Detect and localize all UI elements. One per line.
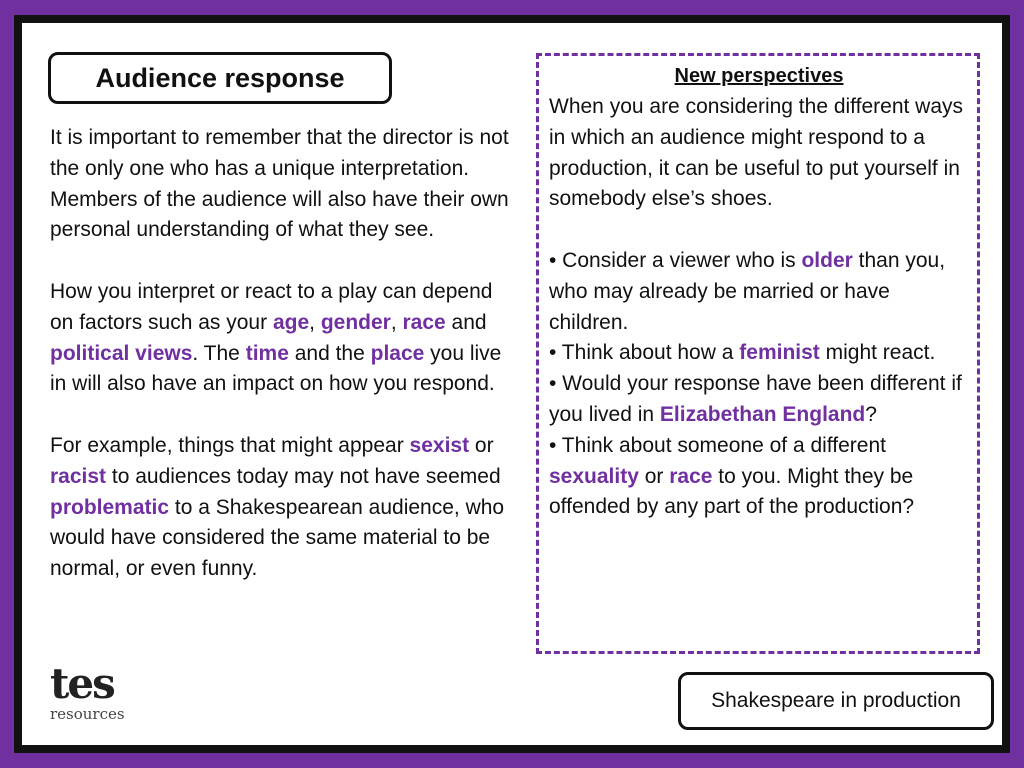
perspectives-title: New perspectives [674, 65, 844, 87]
text-segment: • Consider a viewer who is [549, 248, 802, 272]
text-segment: , [390, 310, 403, 334]
highlight-age: age [272, 310, 310, 334]
text-segment: and the [288, 341, 371, 365]
logo-wordmark: tes [50, 659, 114, 708]
left-column [50, 123, 520, 616]
text-segment: , [309, 310, 321, 334]
paragraph-factors [50, 277, 520, 400]
highlight-gender: gender [320, 310, 391, 334]
text-segment: or [638, 464, 670, 488]
highlight-race: race [402, 310, 446, 334]
text-segment: you live in will also have an impact on how you respond. [50, 341, 502, 396]
highlight-racist: racist [50, 464, 107, 488]
title-box [48, 52, 392, 104]
highlight-race: race [669, 464, 713, 488]
highlight-problematic: problematic [50, 495, 170, 519]
perspectives-box [536, 53, 980, 654]
highlight-sexuality: sexuality [549, 464, 639, 488]
slide-page [22, 23, 1002, 745]
footer-box [678, 672, 994, 730]
perspectives-intro: When you are considering the different ways in which an audience might respond to a production, it can be useful to put yourself in somebody else’s shoes. [549, 95, 964, 211]
text-segment: might react. [819, 341, 936, 365]
text-segment: to a Shakespearean audience, who would have considered the same material to be normal, or even funny. [50, 495, 505, 581]
page-title: Audience response [95, 62, 345, 93]
text-segment: • Would your response have been different if you lived in [549, 372, 962, 426]
highlight-time: time [245, 341, 289, 365]
text-segment: • Think about someone of a different [549, 433, 886, 457]
text-segment: to you. Might they be offended by any part of the production? [549, 464, 915, 519]
bullet-older [549, 246, 969, 338]
bullet-feminist [549, 338, 969, 369]
logo-subtitle: resources [50, 705, 125, 723]
spacer [549, 215, 969, 246]
slide-frame [14, 15, 1010, 753]
text-segment: than you, who may already be married or have children. [549, 248, 946, 334]
text-segment: How you interpret or react to a play can depend on factors such as your [50, 279, 493, 334]
highlight-elizabethan-england: Elizabethan England [659, 402, 866, 426]
text-segment: . The [192, 341, 246, 365]
text-segment: For example, things that might appear [50, 433, 410, 457]
text-segment: • Think about how a [549, 341, 740, 365]
text-segment: or [469, 433, 494, 457]
highlight-place: place [370, 341, 425, 365]
bullet-sexuality-race [549, 431, 969, 523]
text-segment: and [445, 310, 487, 334]
tes-logo [50, 659, 150, 729]
highlight-older: older [801, 248, 853, 272]
highlight-political-views: political views [50, 341, 193, 365]
text-segment: to audiences today may not have seemed [106, 464, 501, 488]
highlight-feminist: feminist [739, 341, 820, 365]
text-segment: ? [865, 402, 877, 426]
bullet-elizabethan [549, 369, 969, 431]
footer-label: Shakespeare in production [711, 689, 961, 712]
highlight-sexist: sexist [409, 433, 470, 457]
paragraph-intro: It is important to remember that the director is not the only one who has a unique interpretation. Members of the audience will also have their own personal understanding of what they see. [50, 126, 509, 242]
paragraph-example [50, 431, 520, 585]
